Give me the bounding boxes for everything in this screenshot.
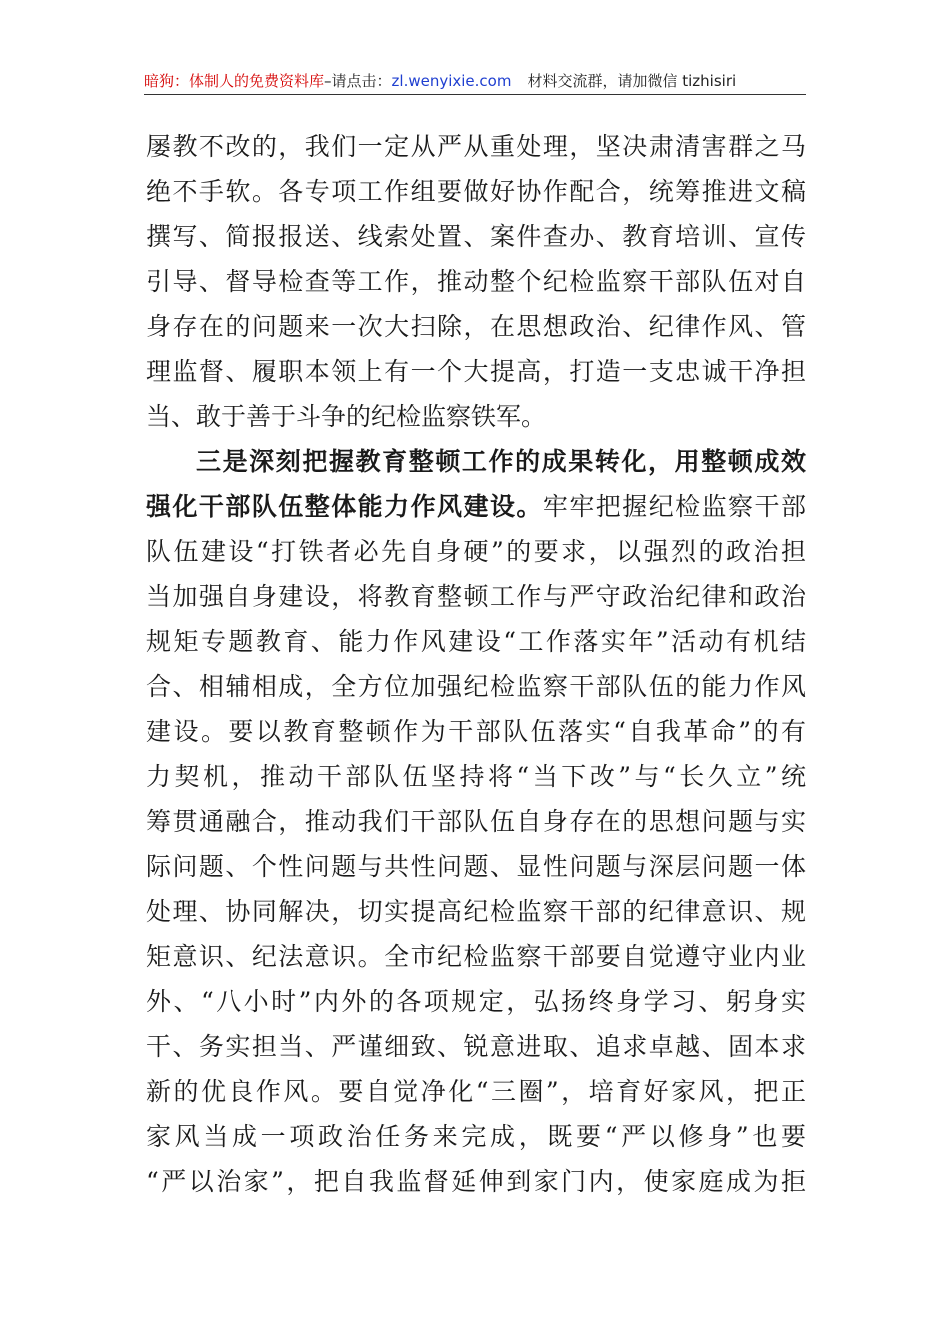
paragraph-heading-line: 三是深刻把握教育整顿工作的成果转化，用整顿成效 <box>196 447 806 476</box>
text-line: 力契机，推动干部队伍坚持将“当下改”与“长久立”统 <box>146 762 806 791</box>
header-url-link[interactable]: zl.wenyixie.com <box>391 72 512 90</box>
text-line: 撰写、简报报送、线索处置、案件查办、教育培训、宣传 <box>146 222 806 251</box>
paragraph-1 <box>146 124 806 439</box>
text-line: 干、务实担当、严谨细致、锐意进取、追求卓越、固本求 <box>146 1032 806 1061</box>
text-line: 引导、督导检查等工作，推动整个纪检监察干部队伍对自 <box>146 267 806 296</box>
header-divider <box>144 94 806 95</box>
text-line: 合、相辅相成，全方位加强纪检监察干部队伍的能力作风 <box>146 672 806 701</box>
text-line: 理监督、履职本领上有一个大提高，打造一支忠诚干净担 <box>146 357 806 386</box>
header-wechat-note: 材料交流群，请加微信 tizhisiri <box>527 72 737 90</box>
text-line-rest: 牢牢把握纪检监察干部 <box>542 492 806 521</box>
text-line: 矩意识、纪法意识。全市纪检监察干部要自觉遵守业内业 <box>146 942 806 971</box>
header-click-prompt: –请点击： <box>324 72 392 90</box>
paragraph-heading-end: 强化干部队伍整体能力作风建设。 <box>146 492 543 521</box>
text-line: 绝不手软。各专项工作组要做好协作配合，统筹推进文稿 <box>146 177 806 206</box>
text-line: 身存在的问题来一次大扫除，在思想政治、纪律作风、管 <box>146 312 806 341</box>
text-line: “严以治家”，把自我监督延伸到家门内，使家庭成为拒 <box>146 1167 806 1196</box>
page-header <box>144 68 806 94</box>
text-line: 新的优良作风。要自觉净化“三圈”，培育好家风，把正 <box>146 1077 806 1106</box>
paragraph-2 <box>146 439 806 1204</box>
text-line: 屡教不改的，我们一定从严从重处理，坚决肃清害群之马 <box>146 132 806 161</box>
text-line: 规矩专题教育、能力作风建设“工作落实年”活动有机结 <box>146 627 806 656</box>
document-body <box>146 124 806 1204</box>
text-line: 当、敢于善于斗争的纪检监察铁军。 <box>146 402 547 431</box>
text-line: 筹贯通融合，推动我们干部队伍自身存在的思想问题与实 <box>146 807 806 836</box>
text-line: 外、“八小时”内外的各项规定，弘扬终身学习、躬身实 <box>146 987 806 1016</box>
text-line <box>146 484 806 529</box>
text-line: 处理、协同解决，切实提高纪检监察干部的纪律意识、规 <box>146 897 806 926</box>
text-line: 家风当成一项政治任务来完成，既要“严以修身”也要 <box>146 1122 806 1151</box>
text-line: 建设。要以教育整顿作为干部队伍落实“自我革命”的有 <box>146 717 806 746</box>
text-line: 当加强自身建设，将教育整顿工作与严守政治纪律和政治 <box>146 582 806 611</box>
header-source-name: 暗狗：体制人的免费资料库 <box>144 72 325 90</box>
text-line: 队伍建设“打铁者必先自身硬”的要求，以强烈的政治担 <box>146 537 806 566</box>
text-line: 际问题、个性问题与共性问题、显性问题与深层问题一体 <box>146 852 806 881</box>
